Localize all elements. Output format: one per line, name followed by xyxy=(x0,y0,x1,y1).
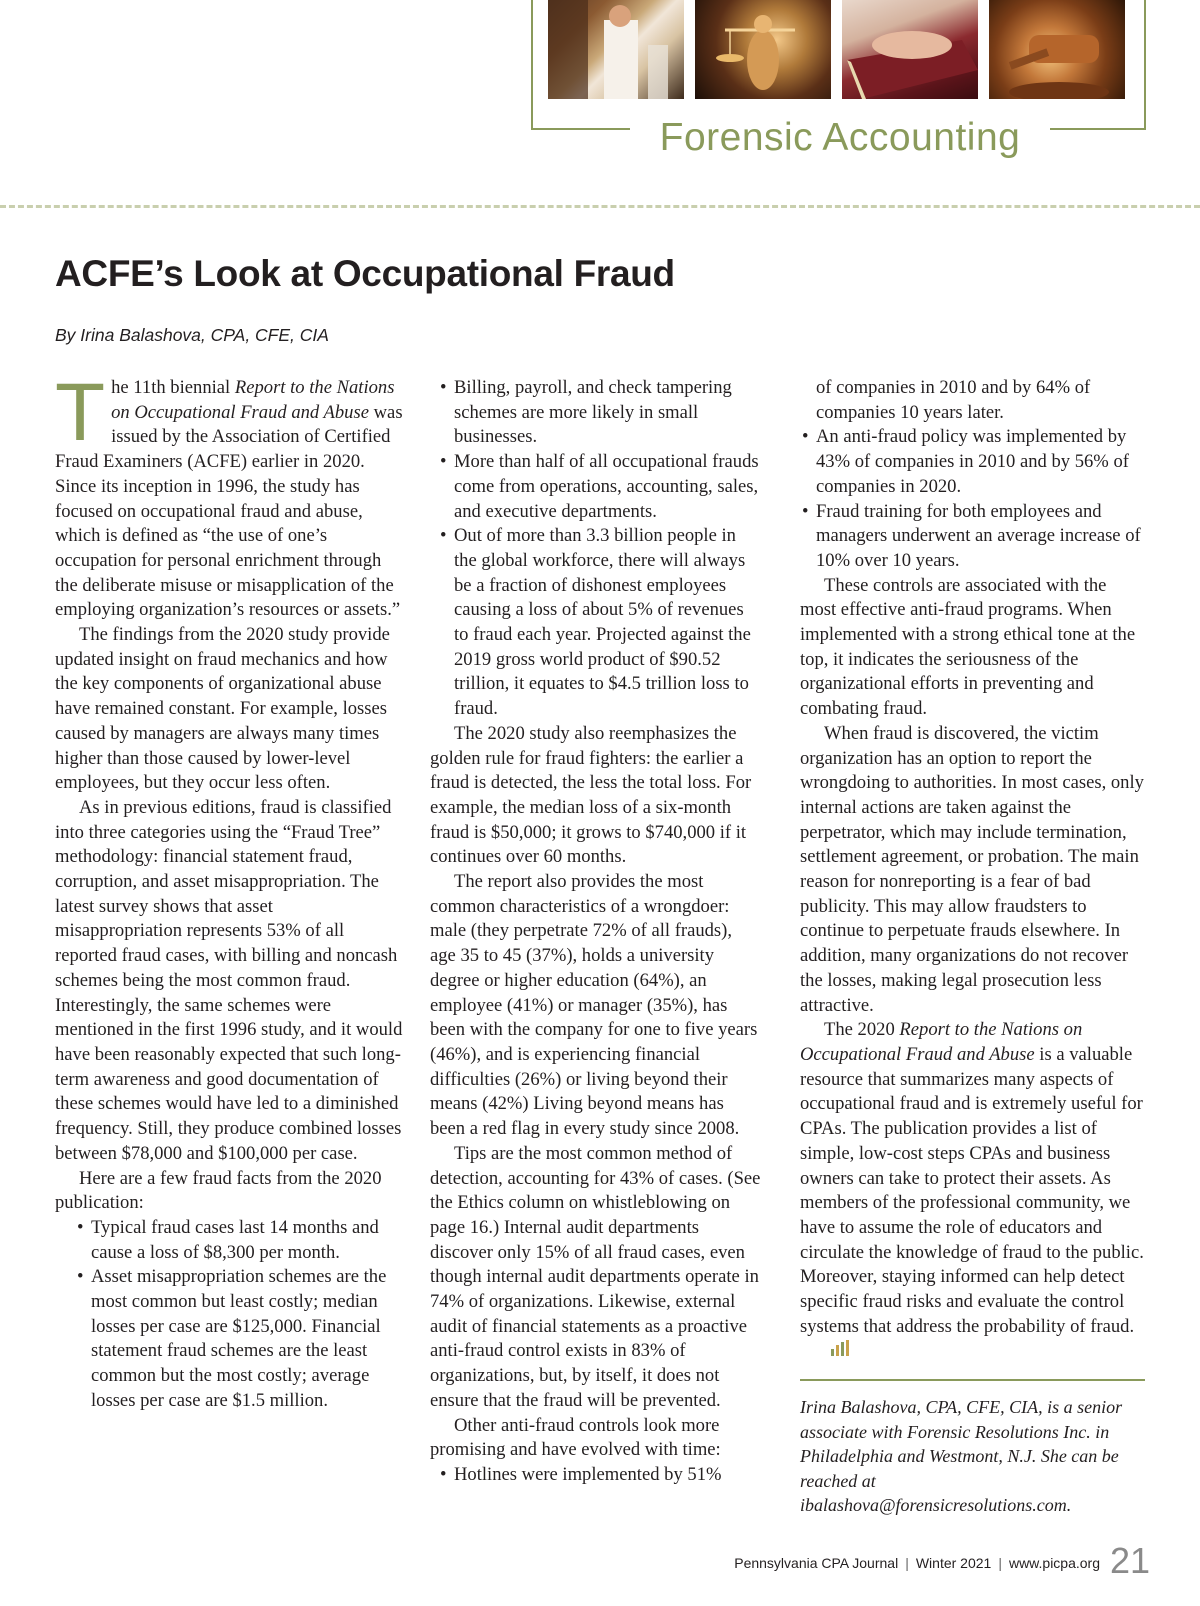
list-item: • Asset misappropriation schemes are the most common but least costly; median losses per case are $125,000. Financial statement fraud schemes are the least common but the most costly; average losses per case are $1.5 million. xyxy=(79,1265,403,1413)
paragraph-intro: The 11th biennial Report to the Nations on Occupational Fraud and Abuse was issued by the Association of Certified Fraud Examiners (ACFE) earlier in 2020. Since its inception in 1996, the study has focused on occupational fraud and abuse, which is defined as “the use of one’s occupation for personal enrichment through the deliberate misuse or misapplication of the employing organization’s resources or assets.” xyxy=(55,367,403,621)
paragraph: Tips are the most common method of detection, accounting for 43% of cases. (See the Ethics column on whistleblowing on page 16.) Internal audit departments discover only 15% of all fraud cases, even though internal audit departments operate in 74% of organizations. Likewise, external audit of financial statements as a proactive anti-fraud control exists in 83% of organizations, but, by itself, it does not ensure that the fraud will be prevented. xyxy=(430,1142,761,1411)
list-item: • Out of more than 3.3 billion people in the global workforce, there will always be a fraction of dishonest employees causing a loss of about 5% of revenues to fraud each year. Projected against the 2019 gross world product of $90.52 trillion, it equates to $4.5 trillion loss to fraud. xyxy=(442,524,762,722)
drop-cap: T xyxy=(55,367,106,458)
list-item: • Hotlines were implemented by 51% xyxy=(442,1463,762,1488)
paragraph-closing: The 2020 Report to the Nations on Occupational Fraud and Abuse is a valuable resource that summarizes many aspects of occupational fraud and is extremely useful for CPAs. The publication provides a list of simple, low-cost steps CPAs and business owners can take to protect their assets. As members of the professional community, we have to assume the role of educators and circulate the knowledge of fraud to the public. Moreover, staying informed can help detect specific fraud risks and evaluate the control systems that address the probability of fraud. xyxy=(800,1018,1145,1365)
fraud-facts-list-continued xyxy=(430,376,762,722)
page-number: 21 xyxy=(1110,1540,1151,1581)
paragraph: When fraud is discovered, the victim organization has an option to report the wrongdoing to authorities. In most cases, only internal actions are taken against the perpetrator, which may include termination, settlement agreement, or probation. The main reason for nonreporting is a fear of bad publicity. This may allow fraudsters to continue to perpetuate frauds elsewhere. In addition, many organizations do not recover the losses, making legal prosecution less attractive. xyxy=(800,722,1144,1016)
dashed-divider xyxy=(0,205,1200,208)
fraud-facts-list xyxy=(55,1216,403,1414)
controls-list xyxy=(430,1463,762,1488)
list-item: • More than half of all occupational frauds come from operations, accounting, sales, and executive departments. xyxy=(442,450,762,524)
list-item: • An anti-fraud policy was implemented by 43% of companies in 2010 and by 56% of companies in 2020. xyxy=(804,425,1145,499)
lady-justice-statue-photo xyxy=(695,0,831,99)
list-item: • Billing, payroll, and check tampering schemes are more likely in small businesses. xyxy=(442,376,762,450)
hand-on-book-photo xyxy=(842,0,978,99)
paragraph: The report also provides the most common characteristics of a wrongdoer: male (they perpetrate 72% of all frauds), age 35 to 45 (37%), holds a university degree or higher education (64%), an employee (41%) or manager (35%), has been with the company for one to five years (46%), and is experiencing financial difficulties (26%) or living beyond their means (42%) Living beyond means has been a red flag in every study since 2008. xyxy=(430,871,758,1140)
section-title: Forensic Accounting xyxy=(630,108,1050,168)
controls-list-continued xyxy=(800,425,1145,573)
page-footer xyxy=(700,1555,1100,1585)
issue-date: Winter 2021 xyxy=(915,1555,992,1571)
column-1 xyxy=(55,367,403,1414)
gavel-photo xyxy=(989,0,1125,99)
man-at-bookshelf-photo xyxy=(548,0,684,99)
paragraph: As in previous editions, fraud is classified into three categories using the “Fraud Tree” methodology: financial statement fraud, corruption, and asset misappropriation. The latest survey shows that asset misappropriation represents 53% of all reported fraud cases, with billing and noncash schemes being the most common fraud. Interestingly, the same schemes were mentioned in the first 1996 study, and it would have been reasonably expected that such long-term awareness and good documentation of these schemes would have led to a diminished frequency. Still, they produce combined losses between $78,000 and $100,000 per case. xyxy=(55,796,403,1164)
report-title: Report to the Nations on Occupational Fraud and Abuse xyxy=(800,1019,1083,1065)
report-title: Report to the Nations on Occupational Fraud and Abuse xyxy=(111,377,395,423)
list-item-continued: of companies in 2010 and by 64% of companies 10 years later. xyxy=(816,377,1091,423)
list-item: • Typical fraud cases last 14 months and cause a loss of $8,300 per month. xyxy=(79,1216,403,1265)
website-link[interactable]: www.picpa.org xyxy=(1008,1555,1100,1571)
author-bio: Irina Balashova, CPA, CFE, CIA, is a senior associate with Forensic Resolutions Inc. in Philadelphia and Westmont, N.J. She can be reached at ibalashova@forensicresolutions.com. xyxy=(800,1397,1123,1516)
column-2 xyxy=(430,376,762,1488)
paragraph: Here are a few fraud facts from the 2020 publication: xyxy=(55,1167,382,1214)
footer-separator: | xyxy=(998,1555,1002,1571)
paragraph: Other anti-fraud controls look more promising and have evolved with time: xyxy=(430,1414,721,1461)
list-item: • Fraud training for both employees and managers underwent an average increase of 10% over 10 years. xyxy=(804,500,1145,574)
paragraph: The findings from the 2020 study provide updated insight on fraud mechanics and how the key components of organizational abuse have remained constant. For example, losses caused by managers are always many times higher than those caused by lower-level employees, but they occur less often. xyxy=(55,624,390,794)
footer-separator: | xyxy=(905,1555,909,1571)
article-title: ACFE’s Look at Occupational Fraud xyxy=(55,253,675,294)
end-mark-icon xyxy=(806,1339,852,1365)
bio-divider xyxy=(800,1379,1145,1518)
column-3 xyxy=(800,376,1145,1518)
paragraph: These controls are associated with the most effective anti-fraud programs. When implemented with a strong ethical tone at the top, it indicates the seriousness of the organizational efforts in preventing and combating fraud. xyxy=(800,574,1136,720)
byline: By Irina Balashova, CPA, CFE, CIA xyxy=(55,325,329,345)
publication-name: Pennsylvania CPA Journal xyxy=(734,1555,899,1571)
paragraph: The 2020 study also reemphasizes the golden rule for fraud fighters: the earlier a fraud is detected, the less the total loss. For example, the median loss of a six-month fraud is $50,000; it grows to $740,000 if it continues over 60 months. xyxy=(430,722,752,868)
